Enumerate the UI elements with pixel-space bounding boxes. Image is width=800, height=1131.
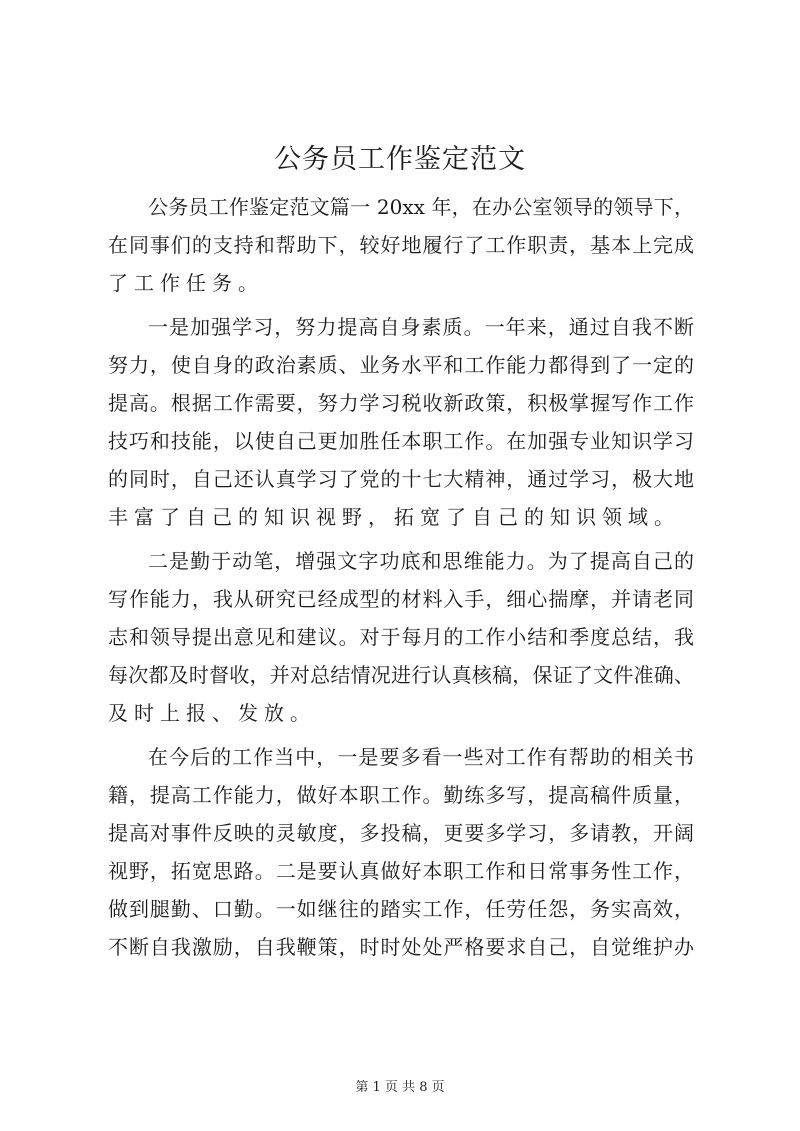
text-line: 及时上报、发放。 bbox=[108, 701, 316, 725]
text-line: 提高对事件反映的灵敏度，多投稿，更要多学习，多请教，开阔 bbox=[108, 821, 694, 845]
paragraph bbox=[108, 542, 694, 732]
document-title: 公务员工作鉴定范文 bbox=[274, 144, 526, 175]
document-body bbox=[108, 188, 694, 972]
paragraph bbox=[108, 308, 694, 536]
paragraph bbox=[108, 738, 694, 966]
text-line: 努力，使自身的政治素质、业务水平和工作能力都得到了一定的 bbox=[108, 353, 694, 377]
text-line: 写作能力，我从研究已经成型的材料入手，细心揣摩，并请老同 bbox=[108, 587, 694, 611]
text-line: 的同时，自己还认真学习了党的十七大精神，通过学习，极大地 bbox=[108, 467, 694, 491]
text-line: 技巧和技能，以使自己更加胜任本职工作。在加强专业知识学习 bbox=[108, 429, 694, 453]
page-number: 第 1 页 共 8 页 bbox=[355, 1080, 445, 1095]
text-line: 志和领导提出意见和建议。对于每月的工作小结和季度总结，我 bbox=[108, 625, 694, 649]
text-line: 不断自我激励，自我鞭策，时时处处严格要求自己，自觉维护办 bbox=[108, 935, 694, 959]
text-line: 视野，拓宽思路。二是要认真做好本职工作和日常事务性工作， bbox=[108, 859, 694, 883]
text-line: 在今后的工作当中，一是要多看一些对工作有帮助的相关书 bbox=[148, 745, 694, 769]
text-line: 公务员工作鉴定范文篇一 20xx 年，在办公室领导的领导下， bbox=[148, 195, 694, 219]
text-line: 一是加强学习，努力提高自身素质。一年来，通过自我不断 bbox=[148, 315, 694, 339]
paragraph bbox=[108, 188, 694, 302]
text-line: 做到腿勤、口勤。一如继往的踏实工作，任劳任怨，务实高效， bbox=[108, 897, 694, 921]
text-line: 丰富了自己的知识视野，拓宽了自己的知识领域。 bbox=[108, 505, 680, 529]
text-line: 每次都及时督收，并对总结情况进行认真核稿，保证了文件准确、 bbox=[108, 663, 694, 687]
text-line: 了工作任务。 bbox=[108, 271, 264, 295]
text-line: 籍，提高工作能力，做好本职工作。勤练多写，提高稿件质量， bbox=[108, 783, 694, 807]
text-line: 在同事们的支持和帮助下，较好地履行了工作职责，基本上完成 bbox=[108, 233, 694, 257]
text-line: 提高。根据工作需要，努力学习税收新政策，积极掌握写作工作 bbox=[108, 391, 694, 415]
text-line: 二是勤于动笔，增强文字功底和思维能力。为了提高自己的 bbox=[148, 549, 694, 573]
